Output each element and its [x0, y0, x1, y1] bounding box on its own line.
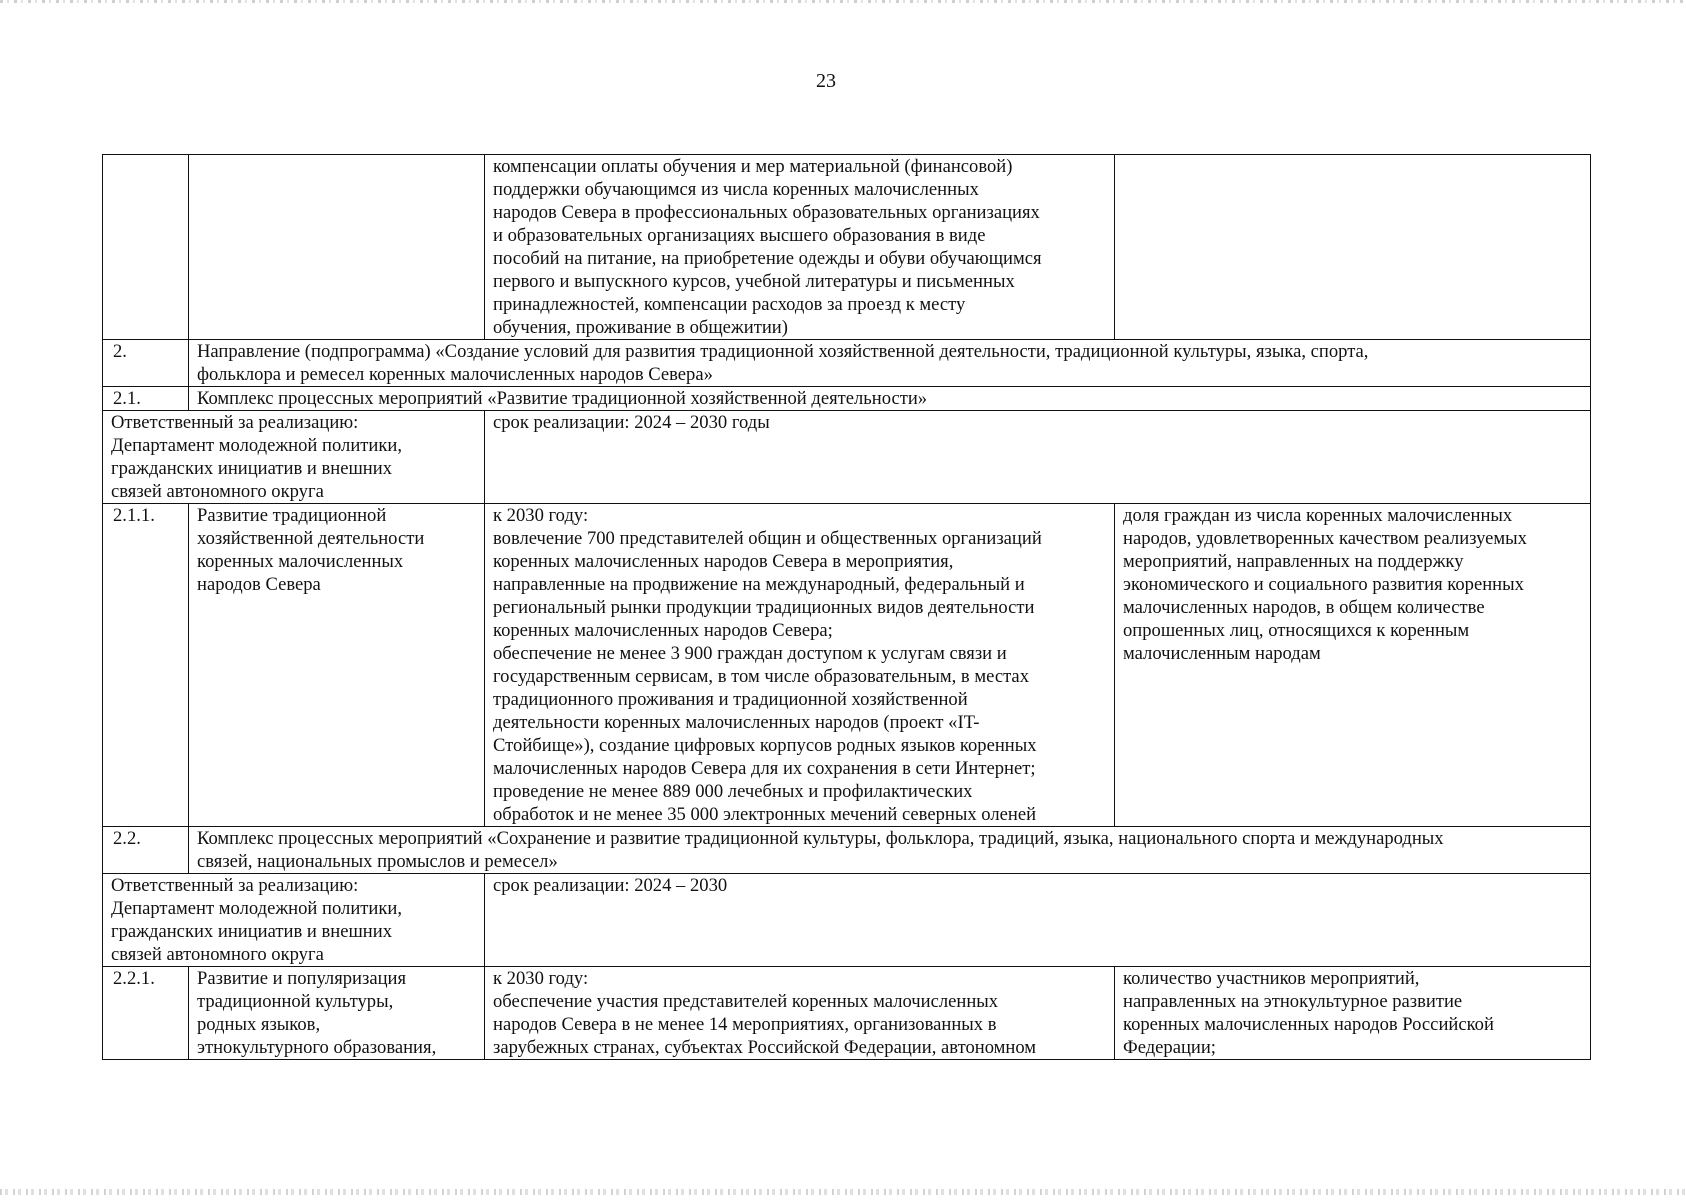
responsible-text: Ответственный за реализацию: Департамент молодежной политики, гражданских инициатив и внешних связей автономного округа [111, 875, 402, 965]
indicator-cell [1115, 504, 1591, 827]
task-name-cell [189, 967, 485, 1060]
responsible-cell [103, 411, 485, 504]
table-row [103, 827, 1591, 874]
table-cell-empty [103, 155, 189, 340]
row-number: 2. [103, 340, 189, 387]
tasks-cell [485, 155, 1115, 340]
complex-cell [189, 387, 1591, 411]
table-row [103, 155, 1591, 340]
task-name-text: Развитие традиционной хозяйственной деятельности коренных малочисленных народов Севера [197, 505, 425, 595]
table-cell-empty [189, 155, 485, 340]
table-row [103, 387, 1591, 411]
program-table [102, 154, 1591, 1060]
row-number: 2.1.1. [103, 504, 189, 827]
table-row [103, 340, 1591, 387]
row-number: 2.2. [103, 827, 189, 874]
term-text: срок реализации: 2024 – 2030 годы [493, 412, 770, 433]
table-row [103, 874, 1591, 967]
responsible-text: Ответственный за реализацию: Департамент молодежной политики, гражданских инициатив и внешних связей автономного округа [111, 412, 402, 502]
indicator-text: количество участников мероприятий, направленных на этнокультурное развитие коренных малочисленных народов Российской Федерации; [1123, 968, 1494, 1058]
table-row [103, 504, 1591, 827]
table-row [103, 967, 1591, 1060]
tasks-cell [485, 967, 1115, 1060]
term-cell [485, 411, 1591, 504]
scan-edge-bottom [0, 1189, 1686, 1195]
tasks-cell [485, 504, 1115, 827]
table-cell-empty [1115, 155, 1591, 340]
term-cell [485, 874, 1591, 967]
complex-text: Комплекс процессных мероприятий «Развитие традиционной хозяйственной деятельности» [197, 388, 928, 409]
table-row [103, 411, 1591, 504]
term-text: срок реализации: 2024 – 2030 [493, 875, 728, 896]
responsible-cell [103, 874, 485, 967]
direction-text: Направление (подпрограмма) «Создание условий для развития традиционной хозяйственной деятельности, традиционной культуры, языка, спорта, фольклора и ремесел коренных малочисленных народов Севера» [197, 341, 1369, 385]
indicator-text: доля граждан из числа коренных малочисленных народов, удовлетворенных качеством реализуемых мероприятий, направленных на поддержку экономического и социального развития коренных малочисленных народов, в общем количестве опрошенных лиц, относящихся к коренным малочисленным народам [1123, 505, 1527, 664]
page-number: 23 [816, 70, 836, 92]
indicator-cell [1115, 967, 1591, 1060]
tasks-text: к 2030 году: вовлечение 700 представителей общин и общественных организаций коренных малочисленных народов Севера в мероприятия, направленные на продвижение на международный, федеральный и региональный рынки продукции традиционных видов деятельности коренных малочисленных народов Севера; обеспечение не менее 3 900 граждан доступом к услугам связи и государственным сервисам, в том числе образовательным, в местах традиционного проживания и традиционной хозяйственной деятельности коренных малочисленных народов (проект «IT- Стойбище»), создание цифровых корпусов родных языков коренных малочисленных народов Севера для их сохранения в сети Интернет; проведение не менее 889 000 лечебных и профилактических обработок и не менее 35 000 электронных мечений северных оленей [493, 505, 1042, 825]
row-number: 2.1. [103, 387, 189, 411]
task-name-cell [189, 504, 485, 827]
direction-cell [189, 340, 1591, 387]
complex-text: Комплекс процессных мероприятий «Сохранение и развитие традиционной культуры, фольклора, традиций, языка, национального спорта и международных связей, национальных промыслов и ремесел» [197, 828, 1444, 872]
row-number: 2.2.1. [103, 967, 189, 1060]
complex-cell [189, 827, 1591, 874]
task-name-text: Развитие и популяризация традиционной культуры, родных языков, этнокультурного образования, [197, 968, 437, 1058]
tasks-text: компенсации оплаты обучения и мер материальной (финансовой) поддержки обучающимся из числа коренных малочисленных народов Севера в профессиональных образовательных организациях и образовательных организациях высшего образования в виде пособий на питание, на приобретение одежды и обуви обучающимся первого и выпускного курсов, учебной литературы и письменных принадлежностей, компенсации расходов за проезд к месту обучения, проживание в общежитии) [493, 156, 1042, 338]
tasks-text: к 2030 году: обеспечение участия представителей коренных малочисленных народов Севера в не менее 14 мероприятиях, организованных в зарубежных странах, субъектах Российской Федерации, автономном [493, 968, 1037, 1058]
scan-edge-top [0, 0, 1686, 3]
